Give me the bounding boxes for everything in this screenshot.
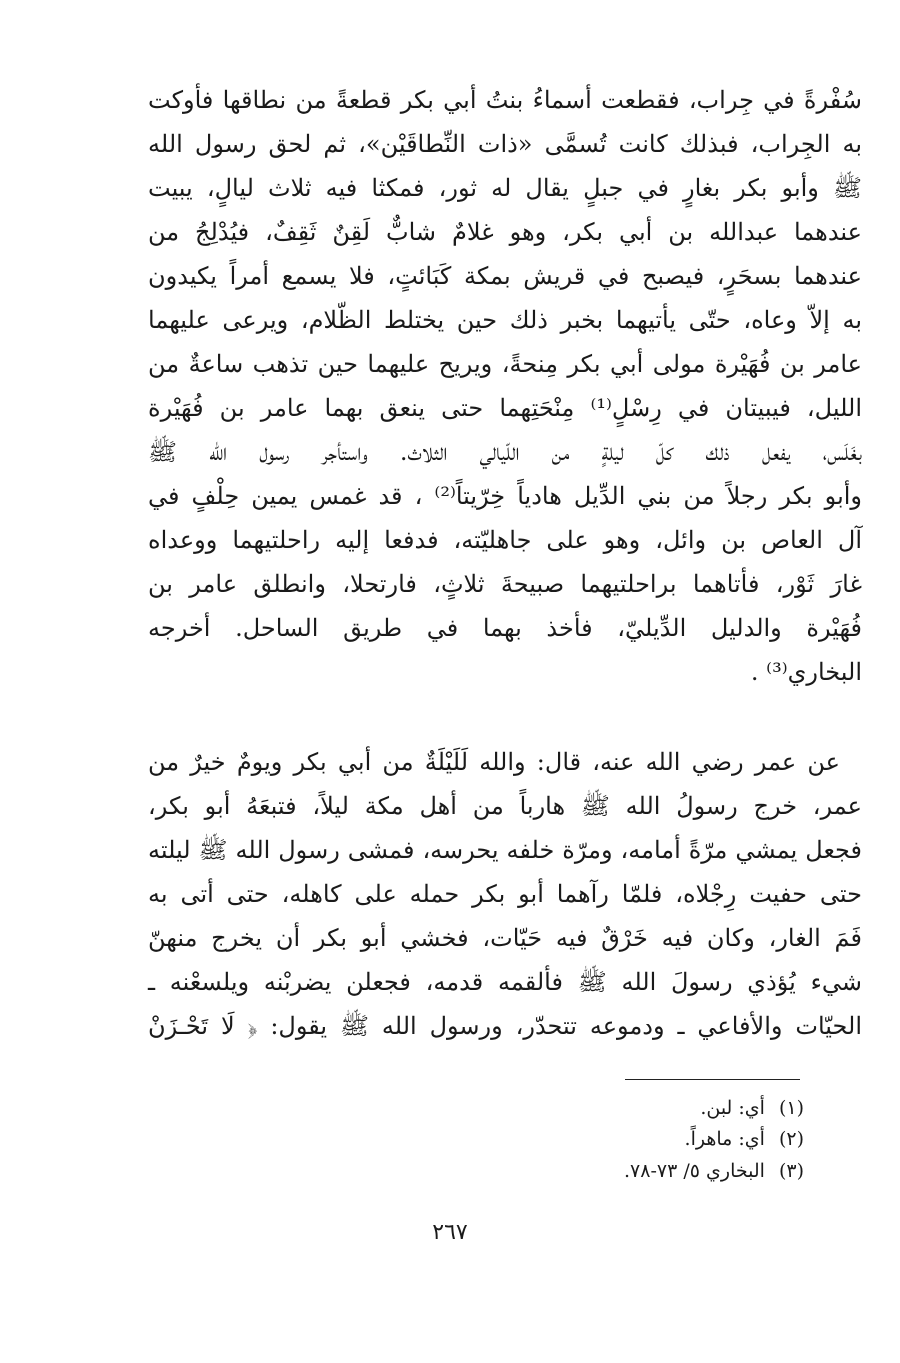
footnote-text: أي: لبن. <box>700 1097 765 1119</box>
text-line: شيء يُؤذي رسولَ الله ﷺ فألقمه قدمه، فجعلن يضربْنه ويلسعْنه ـ <box>148 968 863 996</box>
text-line: فُهَيْرة والدليل الدِّيليّ، فأخذ بهما في طريق الساحل. أخرجه <box>148 614 862 642</box>
text-line: آل العاص بن وائل، وهو على جاهليّته، فدفعا إليه راحلتيهما ووعداه <box>148 526 862 554</box>
page-number: ٢٦٧ <box>432 1220 468 1245</box>
footnote <box>700 1093 804 1123</box>
text-line: وأبو بكر رجلاً من بني الدِّيل هادياً خِرّيتاً⁽²⁾ ، قد غمس يمين حِلْفٍ في <box>148 482 862 510</box>
footnote <box>624 1156 804 1186</box>
text-line: فجعل يمشي مرّةً أمامه، ومرّة خلفه يحرسه، فمشى رسول الله ﷺ ليلته <box>148 836 862 864</box>
text-line: بغَلَس، يفعل ذلك كلّ ليلةٍ من اللّيالي الثلاث. واستأجر رسول الله ﷺ <box>148 438 862 466</box>
footnote-text: أي: ماهراً. <box>684 1128 765 1150</box>
text-line: الليل، فيبيتان في رِسْلٍ⁽¹⁾ مِنْحَتِهما حتى ينعق بهما عامر بن فُهَيْرة <box>148 394 862 422</box>
footnote-text: البخاري ٥/ ٧٣-٧٨. <box>624 1160 765 1182</box>
text-line: عمر، خرج رسولُ الله ﷺ هارباً من أهل مكة ليلاً، فتبعَهُ أبو بكر، <box>148 792 862 820</box>
text-line: سُفْرةً في جِراب، فقطعت أسماءُ بنتُ أبي بكر قطعةً من نطاقها فأوكت <box>148 86 862 114</box>
text-line: عن عمر رضي الله عنه، قال: والله لَلَيْلَةٌ من أبي بكر ويومٌ خيرٌ من <box>148 748 840 776</box>
text-line: حتى حفيت رِجْلاه، فلمّا رآهما أبو بكر حمله على كاهله، حتى أتى به <box>148 880 862 908</box>
footnote-number: (١) <box>778 1097 804 1119</box>
text-line: به إلاّ وعاه، حتّى يأتيهما بخبر ذلك حين يختلط الظّلام، ويرعى عليهما <box>148 306 862 334</box>
footnote-number: (٢) <box>778 1128 804 1150</box>
paragraph-umar-narration <box>148 740 862 1070</box>
text-line: به الجِراب، فبذلك كانت تُسمَّى «ذات النِّطاقَيْن»، ثم لحق رسول الله <box>148 130 862 158</box>
paragraph-hijra-narration <box>148 78 862 738</box>
text-line: البخاري⁽³⁾ . <box>750 658 862 686</box>
text-line: عامر بن فُهَيْرة مولى أبي بكر مِنحةً، ويريح عليهما حين تذهب ساعةٌ من <box>148 350 862 378</box>
text-line: الحيّات والأفاعي ـ ودموعه تتحدّر، ورسول الله ﷺ يقول: ﴿ لَا تَحْـزَنْ <box>148 1012 863 1040</box>
text-line: عندهما عبدالله بن أبي بكر، وهو غلامٌ شابٌّ لَقِنٌ ثَقِفٌ، فيُدْلِجُ من <box>148 218 862 246</box>
text-line: عندهما بسحَرٍ، فيصبح في قريش بمكة كَبَائتٍ، فلا يسمع أمراً يكيدون <box>148 262 862 290</box>
text-line: غارَ ثَوْر، فأتاهما براحلتيهما صبيحةَ ثلاثٍ، فارتحلا، وانطلق عامر بن <box>148 570 862 598</box>
footnote <box>685 1124 804 1154</box>
footnote-separator <box>625 1079 800 1080</box>
text-line: ﷺ وأبو بكر بغارٍ في جبلٍ يقال له ثور، فمكثا فيه ثلاث ليالٍ، يبيت <box>148 174 862 202</box>
text-line: فَمَ الغار، وكان فيه خَرْقٌ فيه حَيّات، فخشي أبو بكر أن يخرج منهنّ <box>148 924 862 952</box>
footnote-number: (٣) <box>778 1160 804 1182</box>
